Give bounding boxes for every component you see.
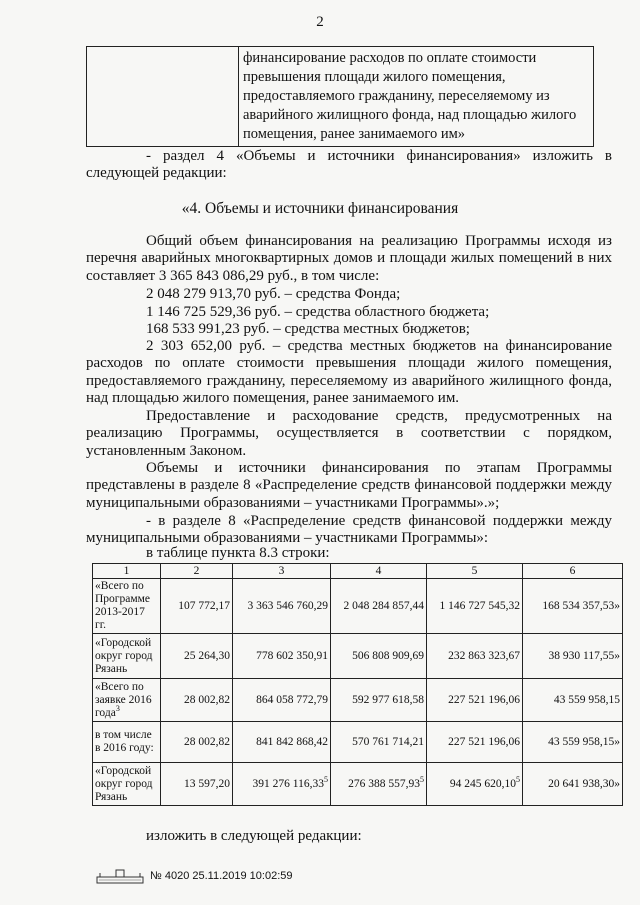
section4-instruction: - раздел 4 «Объемы и источники финансирования» изложить в следующей редакции: bbox=[86, 148, 612, 182]
volumes-paragraph: Объемы и источники финансирования по этапам Программы представлены в разделе 8 «Распределение средств финансовой поддержки между муниципальными образованиями – участниками Программы».»; bbox=[86, 460, 612, 511]
table-intro: в таблице пункта 8.3 строки: bbox=[146, 545, 330, 561]
amount-local: 168 533 991,23 руб. – средства местных бюджетов; bbox=[146, 321, 470, 337]
table-cell: 107 772,17 bbox=[161, 579, 233, 634]
row-label bbox=[93, 679, 161, 722]
continued-table bbox=[86, 46, 594, 147]
table-cell: 168 534 357,53» bbox=[523, 579, 623, 634]
table-cell: 28 002,82 bbox=[161, 722, 233, 763]
table-cell bbox=[331, 763, 427, 806]
registry-stamp-icon bbox=[96, 868, 144, 884]
table-cell: 227 521 196,06 bbox=[427, 679, 523, 722]
section4-heading: «4. Объемы и источники финансирования bbox=[181, 200, 459, 217]
table-cell: 592 977 618,58 bbox=[331, 679, 427, 722]
amount-regional: 1 146 725 529,36 руб. – средства областного бюджета; bbox=[146, 304, 490, 320]
table-header: 6 bbox=[523, 564, 623, 579]
footer bbox=[96, 868, 293, 884]
table-header: 2 bbox=[161, 564, 233, 579]
row-label: «Всего по Программе 2013-2017 гг. bbox=[93, 579, 161, 634]
total-paragraph: Общий объем финансирования на реализацию Программы исходя из перечня аварийных многоквартирных домов и площади жилых помещений в них составляет 3 365 843 086,29 руб., в том числе: bbox=[86, 233, 612, 284]
table-cell: 778 602 350,91 bbox=[233, 634, 331, 679]
footnote-mark: 5 bbox=[420, 775, 424, 785]
table-row bbox=[93, 579, 623, 634]
row-label-text: «Всего по заявке 2016 года bbox=[95, 680, 152, 719]
closing-text: изложить в следующей редакции: bbox=[146, 828, 362, 844]
table-row bbox=[93, 722, 623, 763]
distribution-table bbox=[92, 563, 623, 806]
table-header: 5 bbox=[427, 564, 523, 579]
row-label: «Городской округ город Рязань bbox=[93, 634, 161, 679]
footnote-mark: 5 bbox=[516, 775, 520, 785]
footnote-mark: 3 bbox=[115, 703, 120, 713]
row-label: в том числе в 2016 году: bbox=[93, 722, 161, 763]
table-header-row bbox=[93, 564, 623, 579]
provision-paragraph: Предоставление и расходование средств, предусмотренных на реализацию Программы, осуществляется в соответствии с порядком, установленным Законом. bbox=[86, 408, 612, 459]
page-number: 2 bbox=[316, 14, 324, 30]
table-cell: 506 808 909,69 bbox=[331, 634, 427, 679]
table-cell: 1 146 727 545,32 bbox=[427, 579, 523, 634]
local-paragraph: 2 303 652,00 руб. – средства местных бюджетов на финансирование расходов по оплате стоимости превышения площади жилого помещения, предоставляемого гражданину, переселяемому из аварийного жилищного фонда, над площадью жилого помещения, ранее занимаемого им. bbox=[86, 338, 612, 407]
table-header: 4 bbox=[331, 564, 427, 579]
table-cell: 43 559 958,15» bbox=[523, 722, 623, 763]
table-cell bbox=[233, 763, 331, 806]
table-cell: 841 842 868,42 bbox=[233, 722, 331, 763]
continued-cell-text: финансирование расходов по оплате стоимости превышения площади жилого помещения, предоставляемого гражданину, переселяемому из аварийного жилищного фонда, над площадью жилого помещения, ранее занимаемого им» bbox=[239, 47, 594, 147]
table-row bbox=[93, 763, 623, 806]
table-cell: 570 761 714,21 bbox=[331, 722, 427, 763]
table-header: 1 bbox=[93, 564, 161, 579]
table-cell: 25 264,30 bbox=[161, 634, 233, 679]
table-cell: 3 363 546 760,29 bbox=[233, 579, 331, 634]
row-label: «Городской округ город Рязань bbox=[93, 763, 161, 806]
table-cell: 227 521 196,06 bbox=[427, 722, 523, 763]
table-cell: 43 559 958,15 bbox=[523, 679, 623, 722]
section8-instruction: - в разделе 8 «Распределение средств финансовой поддержки между муниципальными образованиями – участниками Программы»: bbox=[86, 513, 612, 547]
amount-fund: 2 048 279 913,70 руб. – средства Фонда; bbox=[146, 286, 401, 302]
cell-value: 276 388 557,93 bbox=[348, 778, 420, 790]
table-cell: 864 058 772,79 bbox=[233, 679, 331, 722]
table-row bbox=[93, 634, 623, 679]
table-header: 3 bbox=[233, 564, 331, 579]
cell-value: 391 276 116,33 bbox=[252, 778, 324, 790]
table-cell: 13 597,20 bbox=[161, 763, 233, 806]
table-cell: 28 002,82 bbox=[161, 679, 233, 722]
table-cell: 2 048 284 857,44 bbox=[331, 579, 427, 634]
table-cell bbox=[427, 763, 523, 806]
cell-value: 94 245 620,10 bbox=[449, 778, 516, 790]
document-number: № 4020 25.11.2019 10:02:59 bbox=[150, 870, 293, 882]
empty-cell bbox=[87, 47, 239, 147]
table-row bbox=[93, 679, 623, 722]
footnote-mark: 5 bbox=[324, 775, 328, 785]
table-cell: 232 863 323,67 bbox=[427, 634, 523, 679]
table-cell: 20 641 938,30» bbox=[523, 763, 623, 806]
table-cell: 38 930 117,55» bbox=[523, 634, 623, 679]
